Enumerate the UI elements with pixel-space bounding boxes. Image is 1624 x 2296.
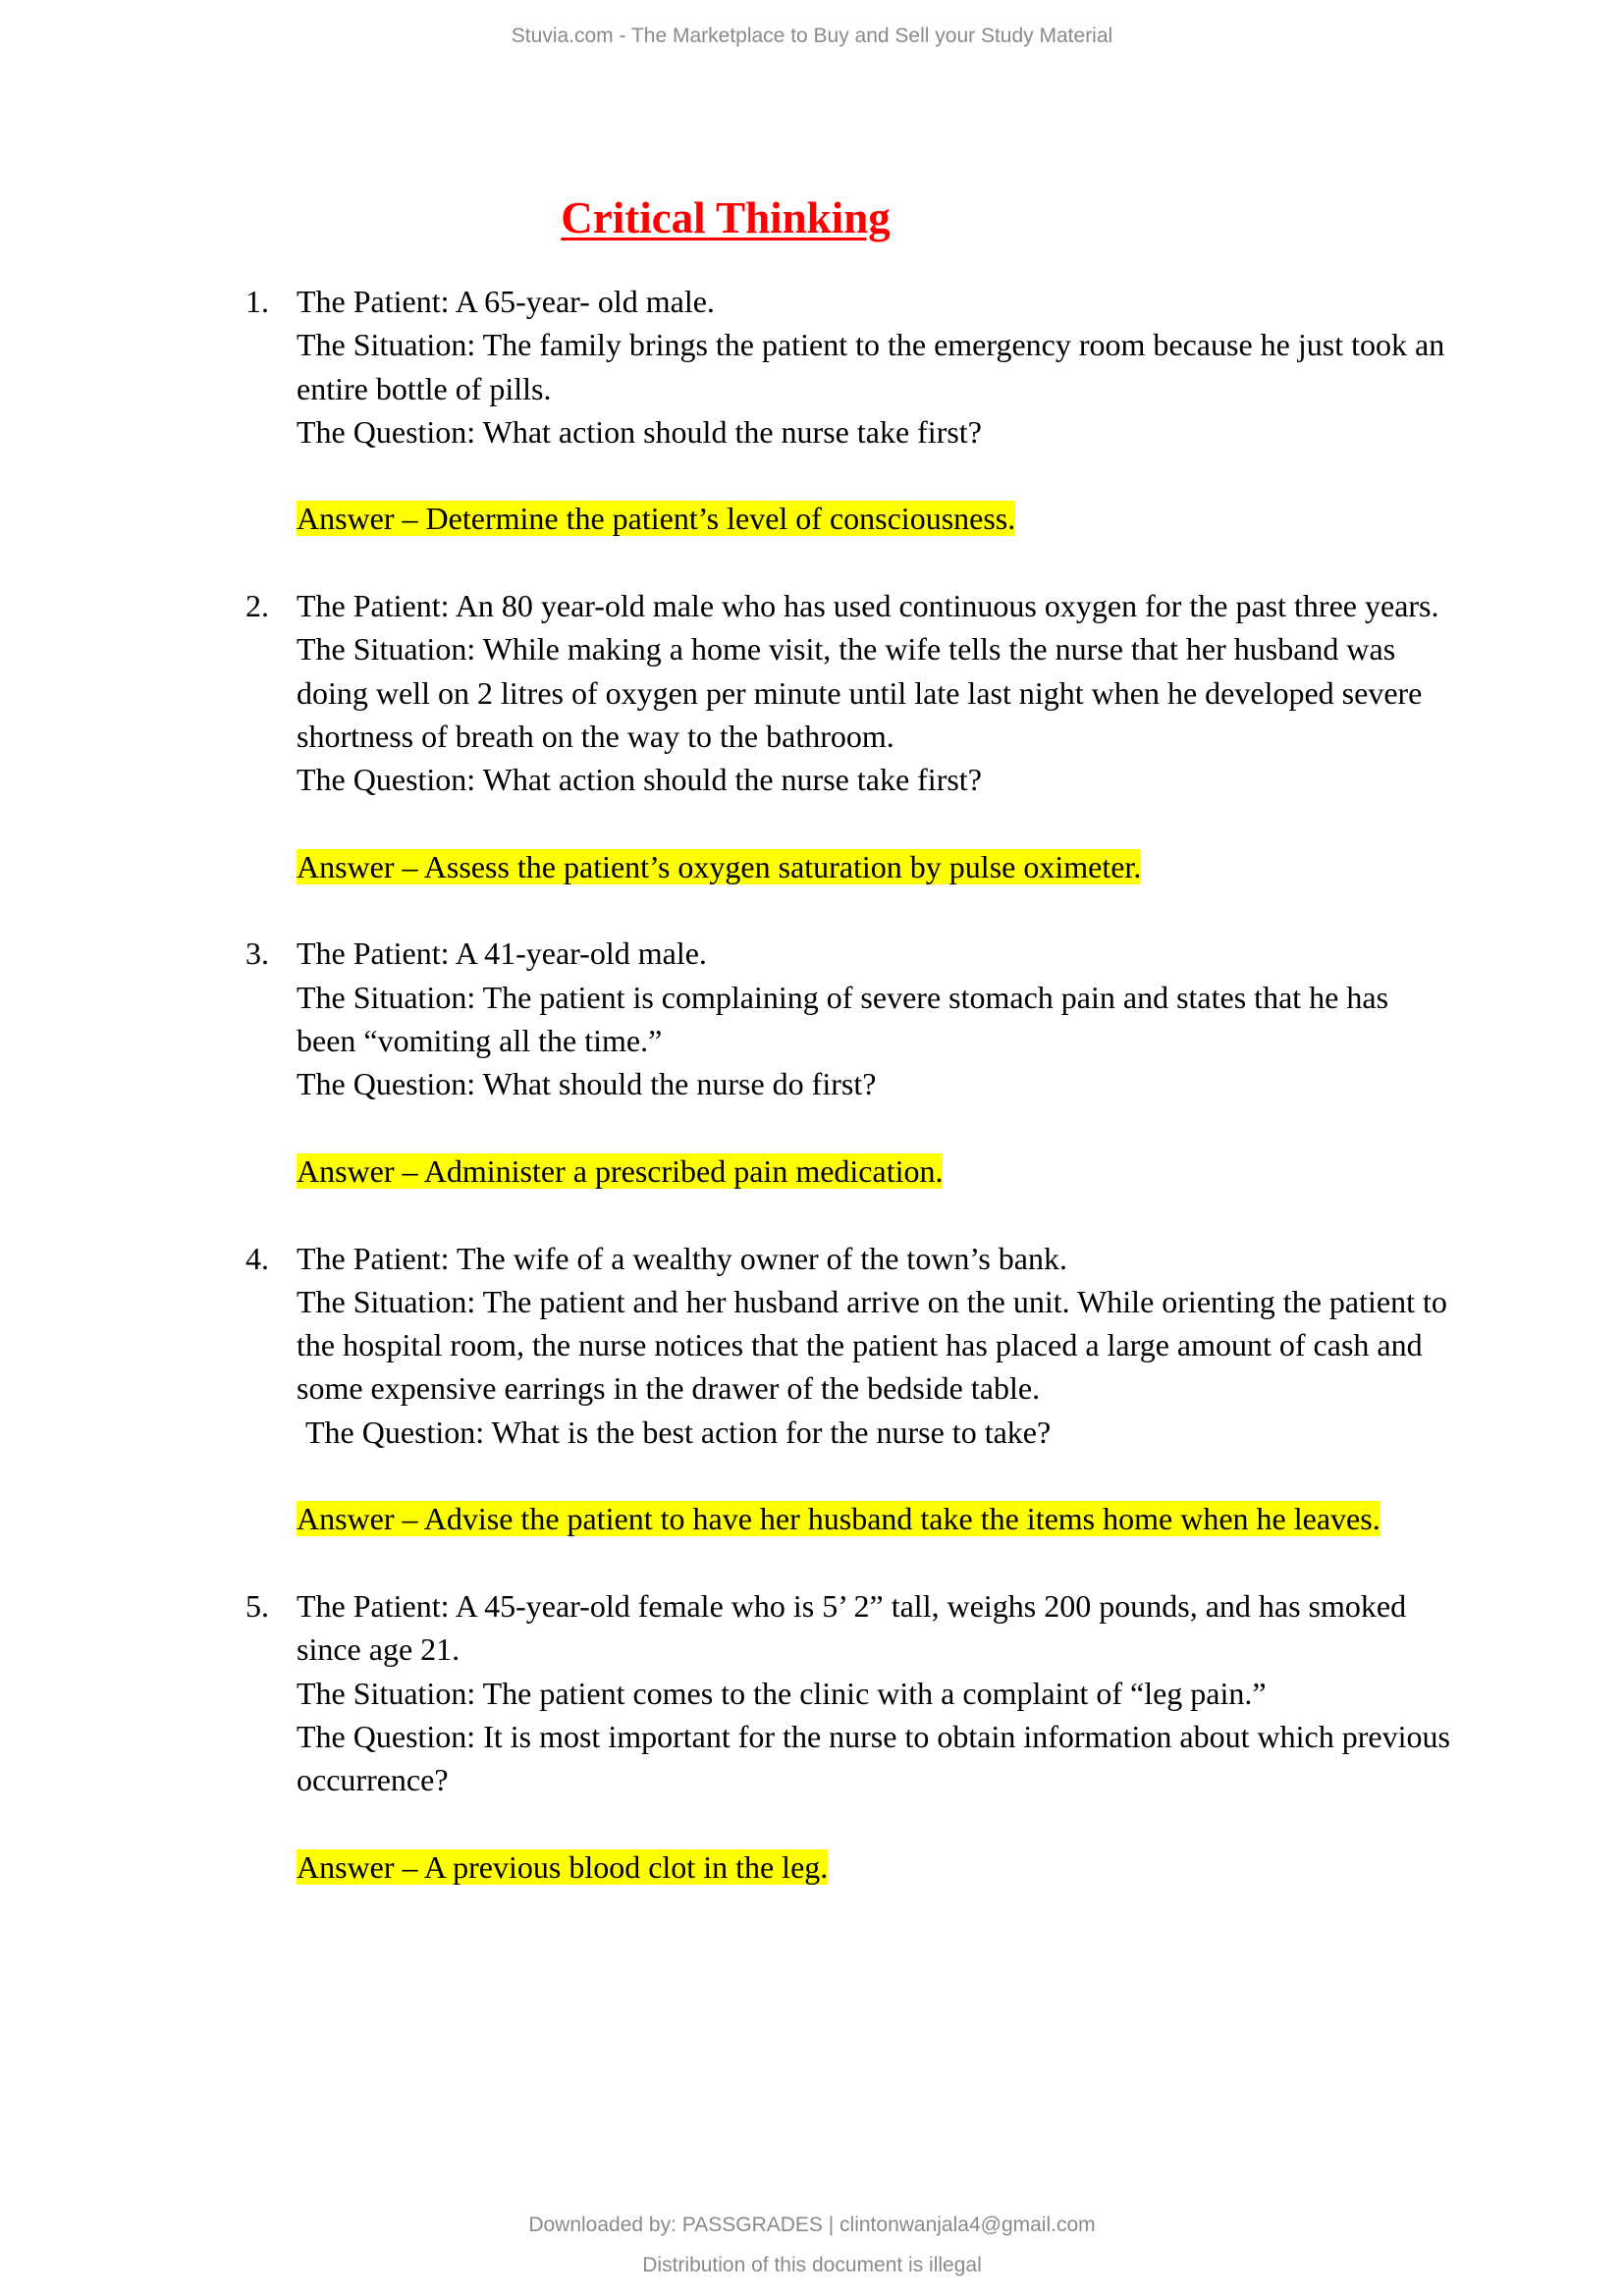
answer-line xyxy=(297,1497,1624,1540)
patient-line: The Patient: The wife of a wealthy owner of the town’s bank. xyxy=(297,1240,1067,1276)
question-line: The Question: What action should the nurse take first? xyxy=(297,762,982,798)
question-list xyxy=(0,280,1624,1932)
question-number: 4. xyxy=(245,1240,269,1276)
answer-highlight: Answer – Administer a prescribed pain medication. xyxy=(297,1152,944,1189)
situation-line: The Situation: The patient is complaining of severe stomach pain and states that he has been “vomiting all the time.” xyxy=(297,979,1389,1059)
answer-line xyxy=(297,1845,1624,1889)
downloaded-by-footer: Downloaded by: PASSGRADES | clintonwanjala4@gmail.com xyxy=(528,2214,1096,2236)
question-number: 3. xyxy=(245,935,269,972)
question-item-4 xyxy=(0,1237,1624,1541)
answer-highlight: Answer – Determine the patient’s level of consciousness. xyxy=(297,501,1016,537)
question-line: The Question: What should the nurse do first? xyxy=(297,1066,877,1102)
answer-highlight: Answer – Assess the patient’s oxygen saturation by pulse oximeter. xyxy=(297,848,1142,884)
answer-line xyxy=(297,845,1624,888)
question-item-2 xyxy=(0,584,1624,888)
question-line: The Question: What action should the nurse take first? xyxy=(297,413,982,450)
question-item-5 xyxy=(0,1584,1624,1889)
question-number: 1. xyxy=(245,284,269,319)
question-line: The Question: What is the best action for the nurse to take? xyxy=(305,1414,1052,1450)
question-item-3 xyxy=(0,932,1624,1193)
patient-line: The Patient: A 41-year-old male. xyxy=(297,935,707,972)
situation-line: The Situation: While making a home visit, the wife tells the nurse that her husband was doing well on 2 litres of oxygen per minute until late last night when he developed severe shortness of breath on the way to the bathroom. xyxy=(297,631,1423,754)
question-line: The Question: It is most important for the nurse to obtain information about which previous occurrence? xyxy=(297,1718,1450,1798)
question-number: 2. xyxy=(245,588,269,624)
answer-highlight: Answer – A previous blood clot in the leg. xyxy=(297,1848,829,1885)
distribution-notice: Distribution of this document is illegal xyxy=(642,2254,982,2276)
patient-line: The Patient: A 45-year-old female who is 5’ 2” tall, weighs 200 pounds, and has smoked since age 21. xyxy=(297,1587,1407,1668)
situation-line: The Situation: The family brings the patient to the emergency room because he just took an entire bottle of pills. xyxy=(297,327,1445,406)
answer-line xyxy=(297,1149,1624,1193)
situation-line: The Situation: The patient and her husband arrive on the unit. While orienting the patient to the hospital room, the nurse notices that the patient has placed a large amount of cash and some expensive earrings in the drawer of the bedside table. xyxy=(297,1283,1447,1407)
answer-highlight: Answer – Advise the patient to have her husband take the items home when he leaves. xyxy=(297,1501,1380,1537)
answer-line xyxy=(297,497,1624,540)
question-number: 5. xyxy=(245,1587,269,1624)
patient-line: The Patient: A 65-year- old male. xyxy=(297,284,715,319)
stuvia-header: Stuvia.com - The Marketplace to Buy and Sell your Study Material xyxy=(511,25,1113,47)
patient-line: The Patient: An 80 year-old male who has used continuous oxygen for the past three years. xyxy=(297,588,1439,624)
situation-line: The Situation: The patient comes to the clinic with a complaint of “leg pain.” xyxy=(297,1675,1267,1711)
document-title: Critical Thinking xyxy=(561,193,891,242)
question-item-1 xyxy=(0,280,1624,541)
